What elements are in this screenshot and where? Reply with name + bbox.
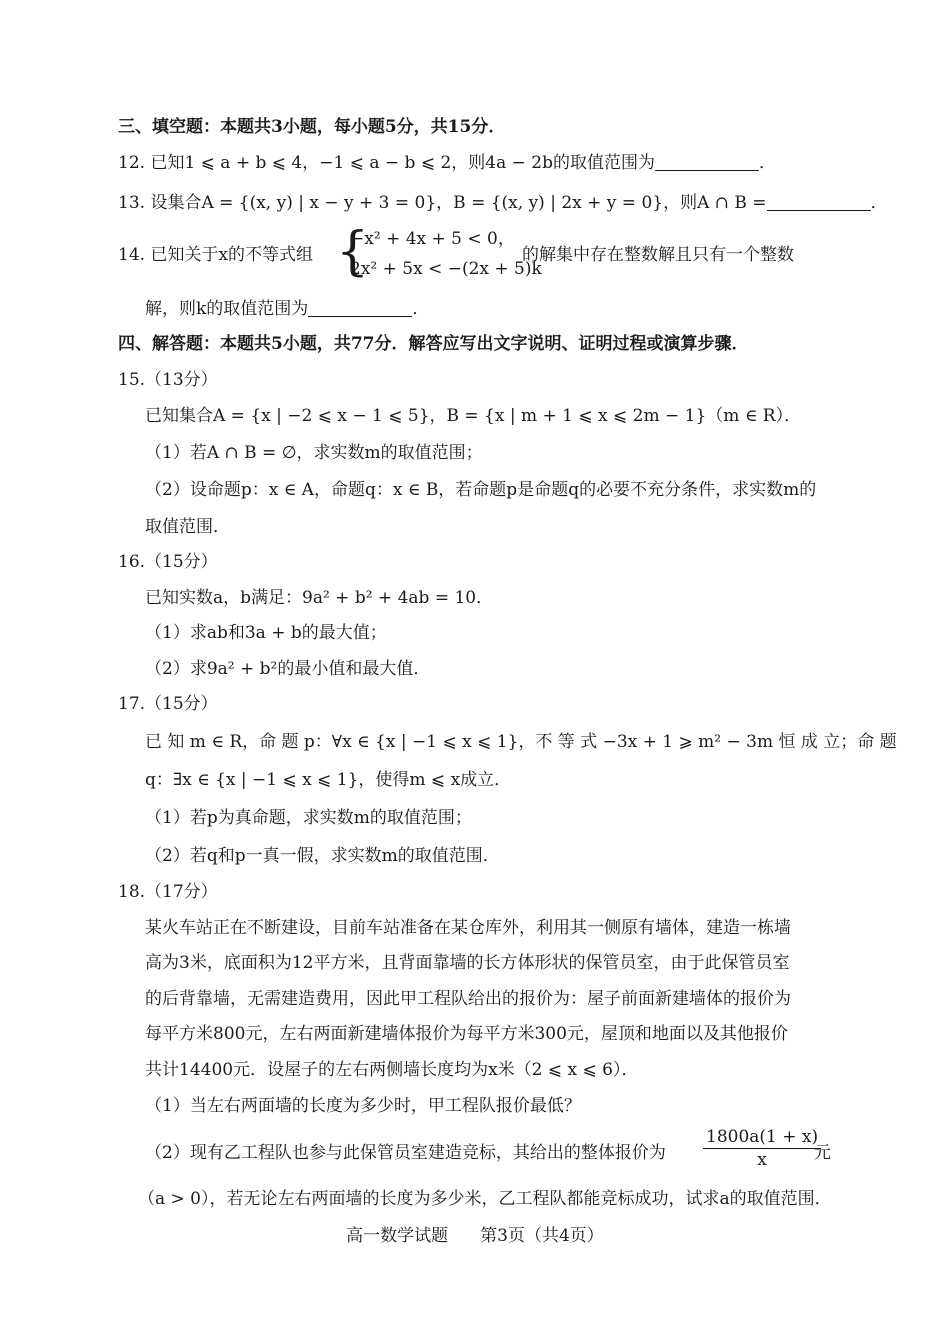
question-17-stem-1: 已 知 m ∈ R，命 题 p：∀x ∈ {x | −1 ⩽ x ⩽ 1}，不 等 式 −3x + 1 ⩾ m² − 3m 恒 成 立；命 题 bbox=[145, 732, 897, 752]
question-18-body-line-2: 高为3米，底面积为12平方米，且背面靠墙的长方体形状的保管员室，由于此保管员室 bbox=[145, 953, 790, 973]
price-unit: 元 bbox=[814, 1143, 831, 1163]
question-16-title: 16.（15分） bbox=[118, 552, 218, 572]
answer-blank-12[interactable] bbox=[655, 152, 759, 171]
question-18-part1: （1）当左右两面墙的长度为多少时，甲工程队报价最低？ bbox=[145, 1096, 581, 1116]
question-14-end: ． bbox=[412, 299, 430, 319]
question-15-part1: （1）若A ∩ B = ∅，求实数m的取值范围； bbox=[145, 443, 483, 463]
question-13 bbox=[118, 190, 888, 216]
question-15-title: 15.（13分） bbox=[118, 370, 218, 390]
question-13-end: ． bbox=[870, 193, 888, 213]
fraction-numerator: 1800a(1 + x) bbox=[703, 1126, 821, 1149]
question-18-body-line-5: 共计14400元．设屋子的左右两侧墙长度均为x米（2 ⩽ x ⩽ 6）． bbox=[145, 1060, 639, 1080]
answer-blank-14[interactable] bbox=[308, 298, 412, 317]
system-row-2: 2x² + 5x < −(2x + 5)k bbox=[350, 259, 542, 279]
question-17-title: 17.（15分） bbox=[118, 694, 218, 714]
section4-heading: 四、解答题：本题共5小题，共77分．解答应写出文字说明、证明过程或演算步骤． bbox=[118, 334, 749, 354]
question-18-title: 18.（17分） bbox=[118, 882, 218, 902]
question-17-stem-2: q：∃x ∈ {x | −1 ⩽ x ⩽ 1}，使得m ⩽ x成立． bbox=[145, 770, 512, 790]
question-15-part2-cont: 取值范围． bbox=[145, 517, 230, 537]
question-17-part2: （2）若q和p一真一假，求实数m的取值范围． bbox=[145, 846, 500, 866]
question-16-part2: （2）求9a² + b²的最小值和最大值． bbox=[145, 659, 431, 679]
system-brace: { bbox=[336, 222, 370, 282]
price-fraction bbox=[703, 1126, 821, 1171]
question-14-prefix: 14. 已知关于x的不等式组 bbox=[118, 245, 314, 265]
question-14-line2-text: 解，则k的取值范围为 bbox=[145, 299, 309, 319]
question-18-body-line-3: 的后背靠墙，无需建造费用，因此甲工程队给出的报价为：屋子前面新建墙体的报价为 bbox=[145, 989, 791, 1009]
question-15-stem: 已知集合A = {x | −2 ⩽ x − 1 ⩽ 5}，B = {x | m + 1 ⩽ x ⩽ 2m − 1}（m ∈ R）． bbox=[145, 406, 802, 426]
footer-subject: 高一数学试题 bbox=[346, 1226, 449, 1246]
question-12-text: 12. 已知1 ⩽ a + b ⩽ 4，−1 ⩽ a − b ⩽ 2，则4a − 2b的取值范围为 bbox=[118, 153, 655, 173]
footer-page-number: 第3页（共4页） bbox=[480, 1226, 604, 1246]
question-16-stem: 已知实数a，b满足：9a² + b² + 4ab = 10． bbox=[145, 588, 494, 608]
question-17-part1: （1）若p为真命题，求实数m的取值范围； bbox=[145, 808, 472, 828]
question-14-line2 bbox=[145, 296, 429, 322]
question-18-body-line-4: 每平方米800元，左右两面新建墙体报价为每平方米300元，屋顶和地面以及其他报价 bbox=[145, 1024, 788, 1044]
answer-blank-13[interactable] bbox=[767, 192, 871, 211]
question-16-part1: （1）求ab和3a + b的最大值； bbox=[145, 623, 387, 643]
question-15-part2: （2）设命题p：x ∈ A，命题q：x ∈ B，若命题p是命题q的必要不充分条件，求实数m的 bbox=[145, 480, 817, 500]
page-footer bbox=[0, 1223, 950, 1249]
section3-heading: 三、填空题：本题共3小题，每小题5分，共15分． bbox=[118, 117, 506, 137]
question-12 bbox=[118, 150, 776, 176]
question-18-part2-cont: （a > 0），若无论左右两面墙的长度为多少米，乙工程队都能竞标成功，试求a的取值范围． bbox=[138, 1189, 832, 1209]
system-row-1: −x² + 4x + 5 < 0， bbox=[350, 229, 515, 249]
fraction-denominator: x bbox=[757, 1150, 767, 1170]
question-18-body-line-1: 某火车站正在不断建设，目前车站准备在某仓库外，利用其一侧原有墙体，建造一栋墙 bbox=[145, 918, 791, 938]
question-12-end: ． bbox=[759, 153, 776, 173]
question-13-text: 13. 设集合A = {(x, y) | x − y + 3 = 0}，B = {(x, y) | 2x + y = 0}，则A ∩ B = bbox=[118, 193, 767, 213]
question-18-part2-prefix: （2）现有乙工程队也参与此保管员室建造竞标，其给出的整体报价为 bbox=[145, 1143, 666, 1163]
question-14-suffix: 的解集中存在整数解且只有一个整数 bbox=[522, 245, 794, 265]
